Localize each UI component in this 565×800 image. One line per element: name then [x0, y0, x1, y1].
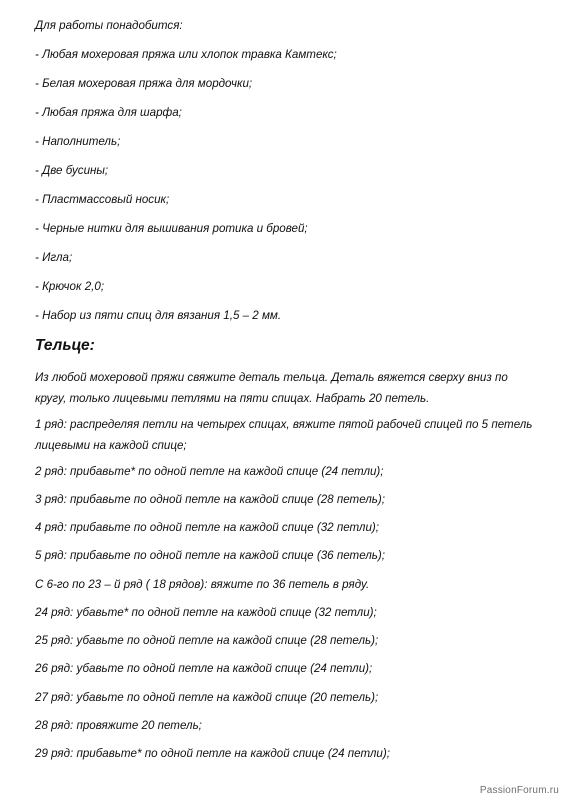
row-instruction: 5 ряд: прибавьте по одной петле на каждой спице (36 петель);: [35, 549, 385, 562]
material-item: - Крючок 2,0;: [35, 280, 105, 293]
row-instruction: 4 ряд: прибавьте по одной петле на каждой спице (32 петли);: [35, 521, 380, 534]
section-heading: Тельце:: [35, 337, 95, 354]
material-item: - Черные нитки для вышивания ротика и бровей;: [35, 222, 308, 235]
material-item: - Любая мохеровая пряжа или хлопок травка Камтекс;: [35, 48, 337, 61]
material-item: - Игла;: [35, 251, 73, 264]
row-instruction: 3 ряд: прибавьте по одной петле на каждой спице (28 петель);: [35, 493, 385, 506]
row-instruction: 2 ряд: прибавьте* по одной петле на каждой спице (24 петли);: [35, 465, 384, 478]
materials-intro: Для работы понадобится:: [35, 19, 183, 32]
material-item: - Любая пряжа для шарфа;: [35, 106, 182, 119]
row-instruction: 1 ряд: распределяя петли на четырех спицах, вяжите пятой рабочей спицей по 5 петель лицевыми на каждой спице;: [35, 418, 533, 452]
material-item: - Набор из пяти спиц для вязания 1,5 – 2 мм.: [35, 309, 282, 322]
material-item: - Белая мохеровая пряжа для мордочки;: [35, 77, 253, 90]
watermark: PassionForum.ru: [479, 785, 559, 796]
material-item: - Пластмассовый носик;: [35, 193, 170, 206]
row-instruction: С 6-го по 23 – й ряд ( 18 рядов): вяжите по 36 петель в ряду.: [35, 578, 370, 591]
row-instruction: 26 ряд: убавьте по одной петле на каждой спице (24 петли);: [35, 662, 373, 675]
row-instruction: 24 ряд: убавьте* по одной петле на каждой спице (32 петли);: [35, 606, 377, 619]
material-item: - Наполнитель;: [35, 135, 121, 148]
material-item: - Две бусины;: [35, 164, 109, 177]
row-instruction: 28 ряд: провяжите 20 петель;: [35, 719, 202, 732]
row-instruction: 27 ряд: убавьте по одной петле на каждой спице (20 петель);: [35, 691, 379, 704]
section-intro: Из любой мохеровой пряжи свяжите деталь тельца. Деталь вяжется сверху вниз по кругу, только лицевыми петлями на пяти спицах. Набрать 20 петель.: [35, 371, 508, 405]
row-instruction: 29 ряд: прибавьте* по одной петле на каждой спице (24 петли);: [35, 747, 390, 760]
row-instruction: 25 ряд: убавьте по одной петле на каждой спице (28 петель);: [35, 634, 379, 647]
